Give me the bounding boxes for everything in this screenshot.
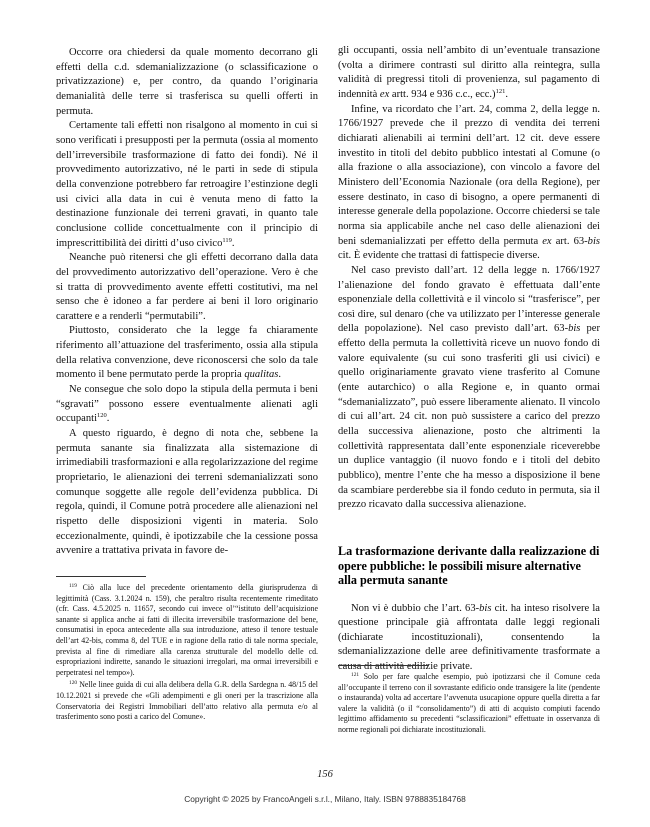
left-column: [56, 46, 318, 559]
body-paragraph: Infine, va ricordato che l’art. 24, comma 2, della legge n. 1766/1927 prevede che il prezzo di vendita dei terreni dichiarati alienabili ai termini dell’art. 12 cit. deve essere investito in titoli del debito pubblico intestati al Comune (o alla frazione o alla associazione), con vincolo a favore del Ministero dell’Economia Nazionale (ora della Regione), per essere destinato, in caso di bisogno, a opere permanenti di interesse generale della popolazione. Occorre chiedersi se tale norma sia applicabile anche nel caso delle alienazioni dei beni sdemanializzati per effetto della permuta ex art. 63-bis cit. È evidente che trattasi di fattispecie diverse.: [338, 103, 600, 262]
footnote-ref[interactable]: 121: [495, 87, 506, 95]
section-heading: La trasformazione derivante dalla realizzazione di opere pubbliche: le possibili misure alternative alla permuta sanante: [338, 544, 600, 587]
body-paragraph: Ne consegue che solo dopo la stipula della permuta i beni “sgravati” possono essere eventualmente alienati agli occupanti$^{120}$.: [56, 384, 318, 425]
footnotes-left: [56, 583, 318, 725]
footnote: $^{119}$ Ciò alla luce del precedente orientamento della giurisprudenza di legittimità (Cass. 3.1.2024 n. 159), che peraltro risulta recentemente rimeditato (cfr. Cass. 4.5.2025 n. 11657, secondo cui invece ol’“istituto dell’acquisizione sanante si applica anche ai fatti di illecita irreversibile trasformazione del bene, consumatisi in epoca antecedente alla sua introduzione, atteso il tenore testuale dell’art 42-bis, comma 8, del TUE e in ragione della ratio di tale norma speciale, prevista al fine di rimediare alla carenza strutturale del modello delle cd. espropriazioni indirette, sanando le situazioni irregolari, ma ormai irreversibili e perpetratesi nel tempo»).: [56, 583, 318, 677]
footnote-ref[interactable]: 119: [222, 236, 232, 244]
footnote: $^{120}$ Nelle linee guida di cui alla delibera della G.R. della Sardegna n. 48/15 del 10.12.2021 si prevede che «Gli adempimenti e gli oneri per la trascrizione alla Conservatoria dei Registri Immobiliari dell’atto relativo alla permuta e/o al trasferimento sono posti a carico del Comune».: [56, 680, 318, 722]
page-number: 156: [317, 769, 333, 780]
footnote-ref[interactable]: 120: [97, 412, 107, 420]
body-paragraph: Piuttosto, considerato che la legge fa chiaramente riferimento all’attuazione del trasferimento, ossia alla stipula della relativa convenzione, deve riconoscersi che solo da tale momento il bene permutato perde la propria qualitas.: [56, 325, 318, 381]
footnotes-right: [338, 672, 600, 738]
body-paragraph: Neanche può ritenersi che gli effetti decorrano dalla data del provvedimento autorizzativo dell’operazione. Vero è che si tratta di provvedimento avente effetti costitutivi, ma nel senso che è idoneo a far perdere ai beni il loro originario carattere e a renderli “permutabili”.: [56, 252, 318, 322]
right-column: [338, 44, 600, 675]
footnote-rule: [56, 576, 146, 577]
body-paragraph: gli occupanti, ossia nell’ambito di un’eventuale transazione (volta a dirimere contrasti sul diritto alla reintegra, sulla validità di pregressi titoli di provenienza, sul pagamento di indennità ex artt. 934 e 936 c.c., ecc.)$^{121}$.: [338, 45, 600, 100]
body-paragraph: Non vi è dubbio che l’art. 63-bis cit. ha inteso risolvere la questione principale già affrontata dalle leggi regionali (dichiarate incostituzionali), consentendo la sdemanializzazione delle aree definitivamente trasformate a causa di attività edilizie private.: [338, 602, 600, 673]
body-paragraph: Occorre ora chiedersi da quale momento decorrano gli effetti della c.d. sdemanializzazione (o sclassificazione o privatizzazione) e, per contro, da quando l’originaria demanialità delle terre si trasferisca su quelli offerti in permuta.: [56, 47, 318, 117]
body-paragraph: A questo riguardo, è degno di nota che, sebbene la permuta sanante sia finalizzata alla sistemazione di irrimediabili trasformazioni e alla regolarizzazione del regime proprietario, le alienazioni dei terreni sdemanializzati sono comunque soggette alle regole dell’evidenza pubblica. Di regola, quindi, il Comune potrà procedere alle alienazioni nel rispetto delle disposizioni vigenti in materia. Solo eccezionalmente, quindi, è ipotizzabile che la cessione possa avvenire a trattativa privata in favore de-: [56, 428, 318, 557]
body-paragraph: Certamente tali effetti non risalgono al momento in cui si sono verificati i presupposti per la permuta (ossia al momento dell’irreversibile trasformazione di fatto dei fondi). Né il provvedimento autorizzativo, né le parti in sede di stipula della convenzione potrebbero far retroagire l’estinzione degli usi civici alla data in cui è venuta meno di fatto la destinazione funzionale dei terreni gravati, in quanto tale conclusione collide concettualmente con il principio di imprescrittibilità dei diritti d’uso civico$^{119}$.: [56, 120, 318, 249]
body-paragraph: Nel caso previsto dall’art. 12 della legge n. 1766/1927 l’alienazione del fondo gravato è effettuata dall’ente esponenziale della collettività e il vincolo si “trasferisce”, per così dire, sul denaro (che va utilizzato per l’interesse generale della popolazione). Nel caso previsto dall’art. 63-bis per effetto della permuta la collettività riceve un nuovo fondo di valore equivalente (su cui sono trasferiti gli usi civici) e quello originariamente gravato viene trasferito al Comune (ente autarchico) o alla Regione e, in quanto ormai “sdemanializzato”, può essere liberamente alienato. Il vincolo di cui all’art. 24 cit. non può sussistere a carico del prezzo della successiva alienazione, posto che altrimenti la collettività rappresentata dall’ente esponenziale riceverebbe un duplice vantaggio (il nuovo fondo e i titoli del debito pubblico), mentre l’ente che ha messo a disposizione il bene da scambiare perderebbe sia il fondo ceduto in permuta, sia il prezzo ricavato dalla successiva alienazione.: [338, 264, 600, 511]
footnote-rule: [338, 665, 428, 666]
footnote: $^{121}$ Solo per fare qualche esempio, può ipotizzarsi che il Comune ceda all’occupante il terreno con il sovrastante edificio onde transigere la lite (pendente o instauranda) volta ad accertare l’avvenuta usucapione oppure quella diretta a far valere la validità (o il “consolidamento”) di atti di acquisto compiuti facendo legittimo affidamento su precedenti “sclassificazioni” effettuate in osservanza di norme regionali poi dichiarate incostituzionali.: [338, 672, 600, 734]
copyright-line: Copyright © 2025 by FrancoAngeli s.r.l., Milano, Italy. ISBN 9788835184768: [184, 794, 466, 804]
